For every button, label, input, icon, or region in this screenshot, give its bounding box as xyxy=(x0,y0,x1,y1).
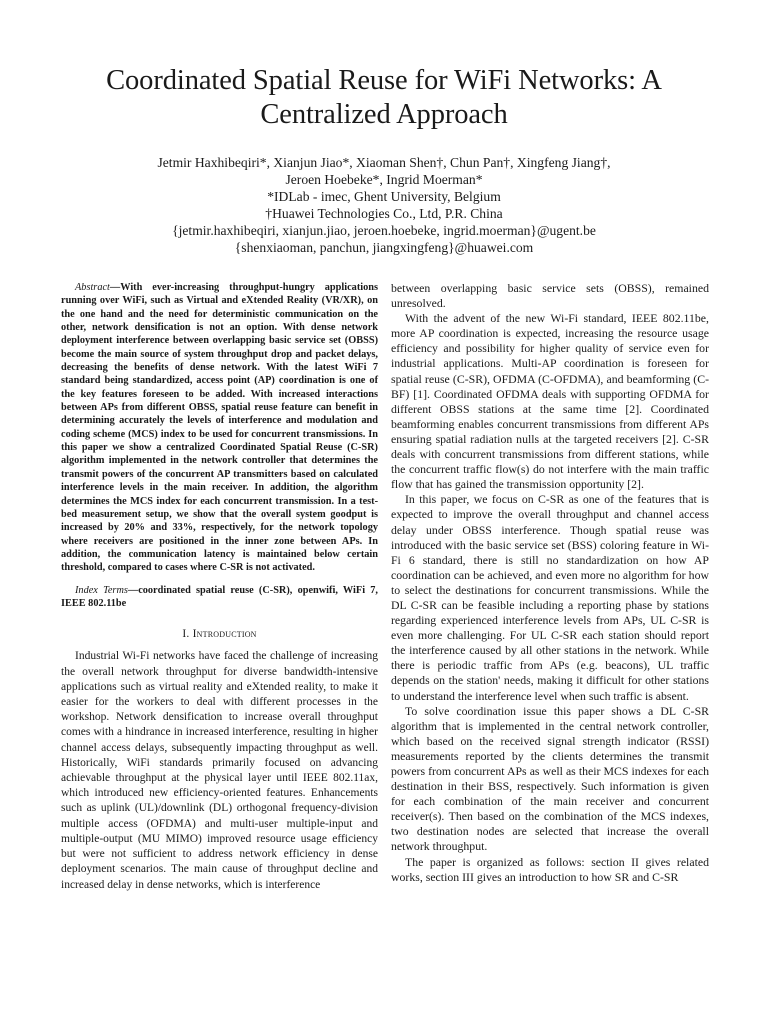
title-line-1: Coordinated Spatial Reuse for WiFi Networks: A xyxy=(106,65,662,96)
paragraph: In this paper, we focus on C-SR as one of the features that is expected to improve the overall throughput and channel access delay under OBSS interference. Though spatial reuse was introduced with the basic service set (BSS) coloring feature in Wi-Fi 6 standard, there is still no standardization on how AP coordination can be achieved, and even more no algorithm for how to select the destinations for concurrent transmissions. While the DL C-SR can be feasible including a reporting phase by stations regarding experienced interference levels from APs, UL C-SR is even more challenging. For UL C-SR each station should report the interference caused by all other stations in the network. While there is periodic traffic from APs (e.g. beacons), UL traffic depends on the station' needs, making it difficult for other stations to understand the interference level when such traffic is absent. xyxy=(391,492,709,703)
abstract-text: —With ever-increasing throughput-hungry applications running over WiFi, such as Virtual and eXtended Reality (VR/XR), on the one hand and the need for deterministic communication on the other, network densification is not an option. With dense network deployment interference between overlapping basic service set (OBSS) become the main source of system throughput drop and packet delays, decreasing the benefits of dense network. With the latest WiFi 7 standard being standardized, access point (AP) coordination is one of the key features foreseen to be added. With increased interactions between APs from different OBSS, spatial reuse feature can benefit in determining accurately the levels of interference and modulation and coding scheme (MCS) index to be used for concurrent transmissions. In this paper we show a centralized Coordinated Spatial Reuse (C-SR) algorithm implemented in the network controller that determines the transmit powers of the concurrent AP transmitters based on calculated interference levels in the main receiver. In addition, the algorithm determines the MCS index for each concurrent transmission. In a test-bed measurement setup, we show that the overall system goodput is increased by 20% and 33%, respectively, for the network topology where receivers are positioned in the inner zone between APs. In addition, the communication latency is maintained below certain threshold, compared to cases where C-SR is not activated. xyxy=(61,282,378,574)
abstract-label: Abstract xyxy=(75,282,110,293)
index-terms xyxy=(61,584,378,611)
authors-line-2: Jeroen Hoebeke*, Ingrid Moerman* xyxy=(285,172,483,187)
index-terms-label: Index Terms xyxy=(75,584,128,596)
index-terms-text: —coordinated spatial reuse (C-SR), openwifi, WiFi 7, IEEE 802.11be xyxy=(61,584,378,609)
affiliation-1: *IDLab - imec, Ghent University, Belgium xyxy=(267,189,501,204)
paragraph: With the advent of the new Wi-Fi standard, IEEE 802.11be, more AP coordination is expected, increasing the resource usage efficiency and possibility for higher quality of service even for industrial applications. Multi-AP coordination is foreseen for spatial reuse (C-SR), OFDMA (C-OFDMA), and beamforming (C-BF) [1]. Coordinated OFDMA deals with supporting OFDMA for different OBSS stations at the same time [2]. Coordinated beamforming enables concurrent transmissions from different APs ensuring spatial radiation nulls at the targeted receivers [2]. C-SR deals with concurrent transmissions from different stations, while the concurrent traffic flow(s) do not interfere with the main traffic flow that has gained the transmission opportunity [2]. xyxy=(391,311,709,492)
section-number: I. xyxy=(182,627,193,641)
affiliation-2: †Huawei Technologies Co., Ltd, P.R. China xyxy=(265,206,503,221)
authors-line-1: Jetmir Haxhibeqiri*, Xianjun Jiao*, Xiaoman Shen†, Chun Pan†, Xingfeng Jiang†, xyxy=(157,155,611,170)
left-column xyxy=(61,281,378,893)
section-heading-introduction xyxy=(61,626,378,641)
emails-1: {jetmir.haxhibeqiri, xianjun.jiao, jeroen.hoebeke, ingrid.moerman}@ugent.be xyxy=(172,223,596,238)
paragraph: between overlapping basic service sets (OBSS), remained unresolved. xyxy=(391,281,709,311)
right-column xyxy=(391,281,709,885)
section-title: Introduction xyxy=(192,627,257,641)
paragraph: The paper is organized as follows: section II gives related works, section III gives an introduction to how SR and C-SR xyxy=(391,854,709,884)
paragraph: Industrial Wi-Fi networks have faced the challenge of increasing the overall network throughput for diverse bandwidth-intensive applications such as virtual reality and eXtended reality, to make it easier for the workers to deal with different processes in the workshop. Network densification to increase overall throughput comes with a hindrance in increased interference, resulting in higher channel access delays, subsequently impacting throughput as well. Historically, WiFi standards primarily focused on advancing achievable throughput at the physical layer until IEEE 802.11ax, which introduced new efficiency-oriented features. Enhancements such as uplink (UL)/downlink (DL) orthogonal frequency-division multiple access (OFDMA) and multi-user multiple-input and multiple-output (MU MIMO) improved resource usage efficiency but were not sufficient to address network efficiency in dense deployment scenarios. The main cause of throughput decline and increased delay in dense networks, which is interference xyxy=(61,650,378,891)
title-line-2: Centralized Approach xyxy=(260,99,508,130)
emails-2: {shenxiaoman, panchun, jiangxingfeng}@huawei.com xyxy=(234,240,534,255)
paragraph: To solve coordination issue this paper shows a DL C-SR algorithm that is implemented in the central network controller, which based on the received signal strength indicator (RSSI) measurements reported by the clients determines the transmit powers from concurrent APs as well as their MCS indexes for each destination in their BSS, respectively. Such information is given for each combination of the main receiver and concurrent receiver(s). Then based on the combination of the MCS indexes, two destination nodes are selected that increase the overall network throughput. xyxy=(391,703,709,854)
paper-title xyxy=(60,64,708,132)
author-block xyxy=(60,154,708,256)
abstract xyxy=(61,281,378,575)
